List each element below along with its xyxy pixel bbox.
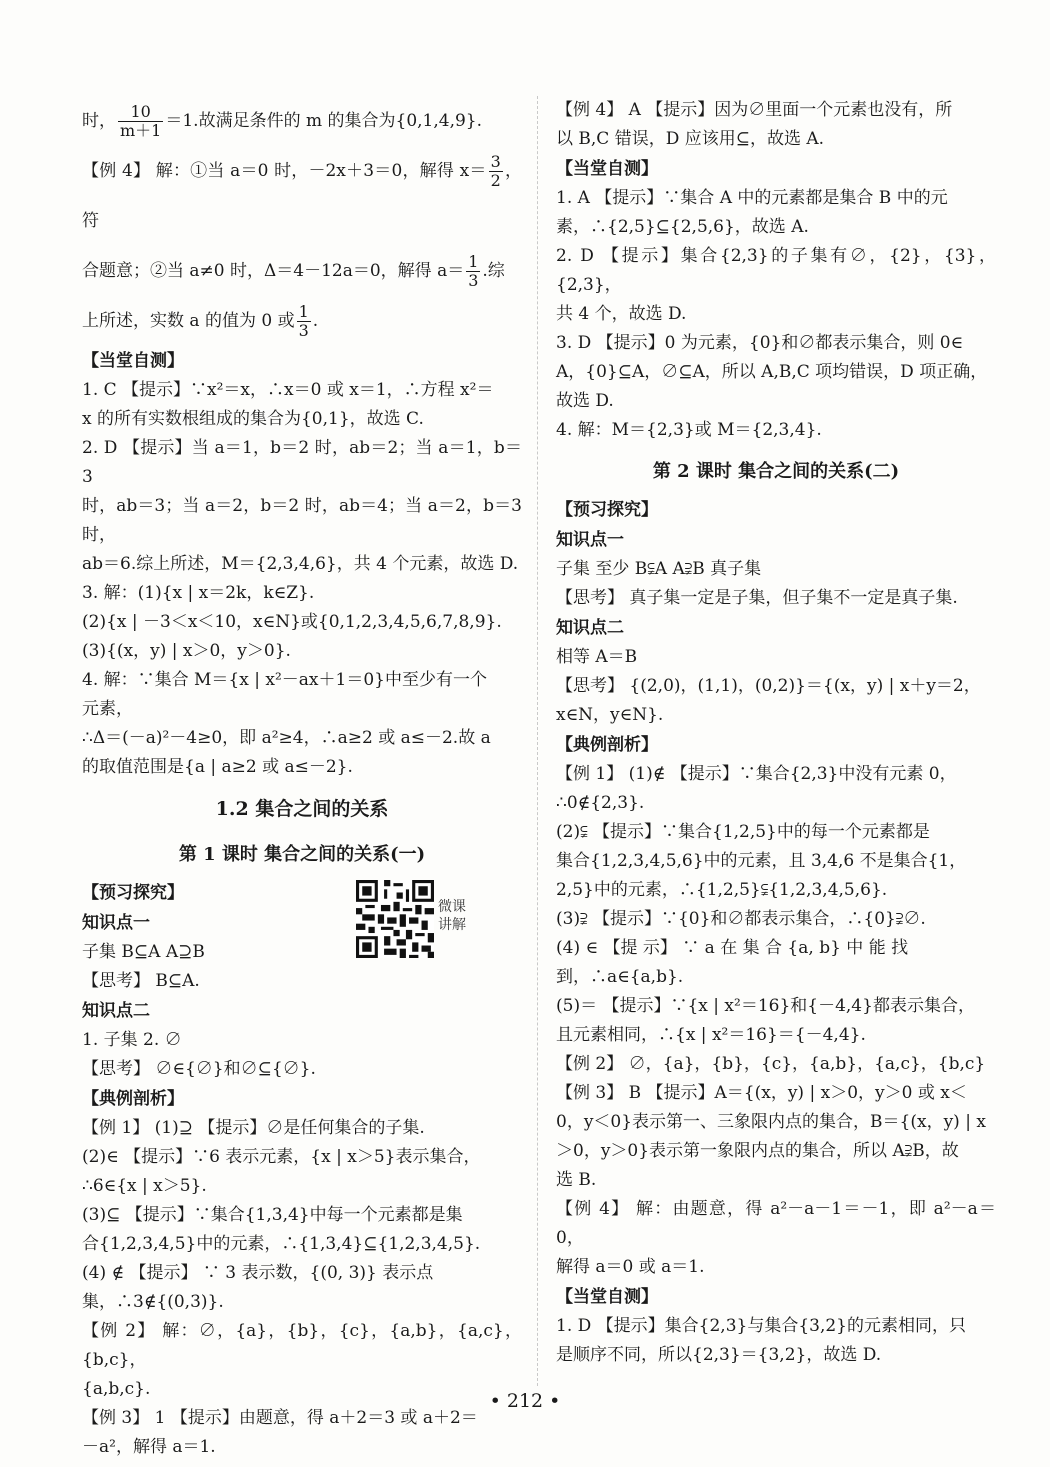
text-line: －a²，解得 a＝1. [82,1437,216,1457]
text-line: 以 B,C 错误，D 应该用⊆，故选 A. [556,129,825,149]
text-line: 【思考】 真子集一定是子集，但子集不一定是真子集. [556,588,958,608]
knowledge-heading: 知识点二 [82,1001,150,1021]
column-divider [537,96,538,1386]
section-heading: 【当堂自测】 [82,351,184,371]
text-line: 3. 解：(1){x | x＝2k，k∈Z}. [82,583,315,603]
text-line: 集，∴3∉{(0,3)}. [82,1292,224,1312]
text-line: 时， $\frac{10}{m+1}$ ＝1.故满足条件的 m 的集合为{0,1,4,9}. [82,102,483,140]
text-line: 素，∴{2,5}⊆{2,5,6}，故选 A. [556,217,809,237]
text-line: {a,b,c}. [82,1379,151,1399]
text-line: 【例 2】 ∅，{a}，{b}，{c}，{a,b}，{a,c}，{b,c} [556,1054,986,1074]
text-line: (4) ∉ 【提示】 ∵ 3 表示数，{(0, 3)} 表示点 [82,1263,434,1283]
lesson-title: 第 2 课时 集合之间的关系(二) [652,461,900,482]
text-line: A，{0}⊆A，∅⊆A，所以 A,B,C 项均错误，D 项正确， [556,362,988,382]
text-line: 1. D 【提示】集合{2,3}与集合{3,2}的元素相同，只 [556,1316,966,1336]
section-heading: 【预习探究】 [82,883,184,903]
text-line: 是顺序不同，所以{2,3}＝{3,2}，故选 D. [556,1345,882,1365]
page-number: • 212 • [489,1390,561,1412]
fraction: $\frac{10}{m+1}$ [120,102,162,140]
text-line: 【思考】 {(2,0)，(1,1)，(0,2)}＝{(x，y) | x＋y＝2， [556,676,981,696]
text-line: 【例 4】 解：由题意，得 a²－a－1＝－1，即 a²－a＝0， [556,1199,996,1248]
left-column [82,96,522,1462]
section-heading: 【当堂自测】 [556,1287,658,1307]
text-line: 2,5}中的元素，∴{1,2,5}⫋{1,2,3,4,5,6}. [556,880,888,900]
text-line: 2. D 【提示】集合{2,3}的子集有∅，{2}，{3}，{2,3}， [556,246,996,295]
text-line: 【例 4】 A 【提示】因为∅里面一个元素也没有，所 [556,100,953,120]
section-heading: 【典例剖析】 [82,1089,184,1109]
section-title: 1.2 集合之间的关系 [215,798,389,820]
text-line: 【例 2】 解：∅，{a}，{b}，{c}，{a,b}，{a,c}，{b,c}， [82,1321,522,1370]
right-column [556,96,996,1370]
text-line: 【例 4】 解：①当 a＝0 时，－2x＋3＝0，解得 x＝ $\frac{3}{2}$ ，符 [82,152,522,231]
text-line: 4. 解：∵集合 M＝{x | x²－ax＋1＝0}中至少有一个 [82,670,487,690]
text-line: ∴Δ＝(－a)²－4≥0，即 a²≥4，∴a≥2 或 a≤－2.故 a [82,728,491,748]
text-line: (2){x | －3＜x＜10，x∈N}或{0,1,2,3,4,5,6,7,8,9}. [82,612,502,632]
text-line: ab＝6.综上所述，M＝{2,3,4,6}，共 4 个元素，故选 D. [82,554,519,574]
text-line: 3. D 【提示】0 为元素，{0}和∅都表示集合，则 0∈ [556,333,964,353]
text-line: 上所述，实数 a 的值为 0 或 $\frac{1}{3}$ . [82,302,319,340]
section-heading: 【典例剖析】 [556,735,658,755]
qr-code-icon[interactable] [356,880,434,958]
text-line: x∈N，y∈N}. [556,705,664,725]
text-line: 选 B. [556,1170,597,1190]
text-line: (5)＝ 【提示】∵{x | x²＝16}和{－4,4}都表示集合， [556,996,975,1016]
text-line: ∴6∈{x | x＞5}. [82,1176,207,1196]
text-line: 1. A 【提示】∵集合 A 中的元素都是集合 B 中的元 [556,188,948,208]
text-line: 1. 子集 2. ∅ [82,1030,182,1050]
text-line: 解得 a＝0 或 a＝1. [556,1257,705,1277]
text-line: 【例 1】 (1)∉ 【提示】∵集合{2,3}中没有元素 0， [556,764,957,784]
text-line: (2)⫋ 【提示】∵集合{1,2,5}中的每一个元素都是 [556,822,930,842]
text-line: ＞0，y＞0}表示第一象限内点的集合，所以 A⫌B，故 [556,1141,959,1161]
text-line: 且元素相同，∴{x | x²＝16}＝{－4,4}. [556,1025,866,1045]
fraction: $\frac{1}{3}$ [298,302,309,340]
text-line: 子集 至少 B⫋A A⫌B 真子集 [556,559,762,579]
text-line: 时，ab＝3；当 a＝2，b＝2 时，ab＝4；当 a＝2，b＝3 时， [82,496,522,545]
text-line: (3)⊆ 【提示】∵集合{1,3,4}中每一个元素都是集 [82,1205,463,1225]
fraction: $\frac{3}{2}$ [490,152,501,190]
text-line: 的取值范围是{a | a≥2 或 a≤－2}. [82,757,353,777]
text-line: (4) ∈ 【提 示】 ∵ a 在 集 合 {a, b} 中 能 找 [556,938,909,958]
knowledge-heading: 知识点一 [556,530,624,550]
text-line: 【思考】 B⊆A. [82,971,200,991]
text-line: 0，y＜0}表示第一、三象限内点的集合，B＝{(x，y) | x [556,1112,986,1132]
text-line: ∴0∉{2,3}. [556,793,645,813]
text-line: 元素， [82,699,133,719]
section-heading: 【当堂自测】 [556,159,658,179]
text-line: 合{1,2,3,4,5}中的元素，∴{1,3,4}⊆{1,2,3,4,5}. [82,1234,481,1254]
text-line: 4. 解：M＝{2,3}或 M＝{2,3,4}. [556,420,822,440]
text-line: (3)⫌ 【提示】∵{0}和∅都表示集合，∴{0}⫌∅. [556,909,926,929]
text-line: 共 4 个，故选 D. [556,304,687,324]
text-line: 合题意；②当 a≠0 时，Δ＝4－12a＝0，解得 a＝ $\frac{1}{3}$ .综 [82,252,505,290]
text-line: 集合{1,2,3,4,5,6}中的元素，且 3,4,6 不是集合{1， [556,851,967,871]
lesson-title: 第 1 课时 集合之间的关系(一) [178,844,426,865]
text-line: 2. D 【提示】当 a＝1，b＝2 时，ab＝2；当 a＝1，b＝3 [82,438,522,487]
text-line: 【例 1】 (1)⊇ 【提示】∅是任何集合的子集. [82,1118,425,1138]
text-line: x 的所有实数根组成的集合为{0,1}，故选 C. [82,409,424,429]
text-line: 故选 D. [556,391,614,411]
fraction: $\frac{1}{3}$ [468,252,479,290]
text-line: (2)∈ 【提示】∵6 表示元素，{x | x＞5}表示集合， [82,1147,481,1167]
text-line: 【思考】 ∅∈{∅}和∅⊆{∅}. [82,1059,316,1079]
text-line: 【例 3】 B 【提示】A＝{(x，y) | x＞0，y＞0 或 x＜ [556,1083,967,1103]
knowledge-heading: 知识点一 [82,913,150,933]
text-line: 子集 B⊆A A⊇B [82,942,205,962]
qr-caption: 微课讲解 [438,899,466,933]
knowledge-heading: 知识点二 [556,618,624,638]
text-line: (3){(x，y) | x＞0，y＞0}. [82,641,291,661]
text-line: 到，∴a∈{a,b}. [556,967,684,987]
section-heading: 【预习探究】 [556,500,658,520]
text-line: 相等 A＝B [556,647,638,667]
text-line: 1. C 【提示】∵x²＝x，∴x＝0 或 x＝1，∴方程 x²＝ [82,380,494,400]
text-line: 【例 3】 1 【提示】由题意，得 a＋2＝3 或 a＋2＝ [82,1408,478,1428]
